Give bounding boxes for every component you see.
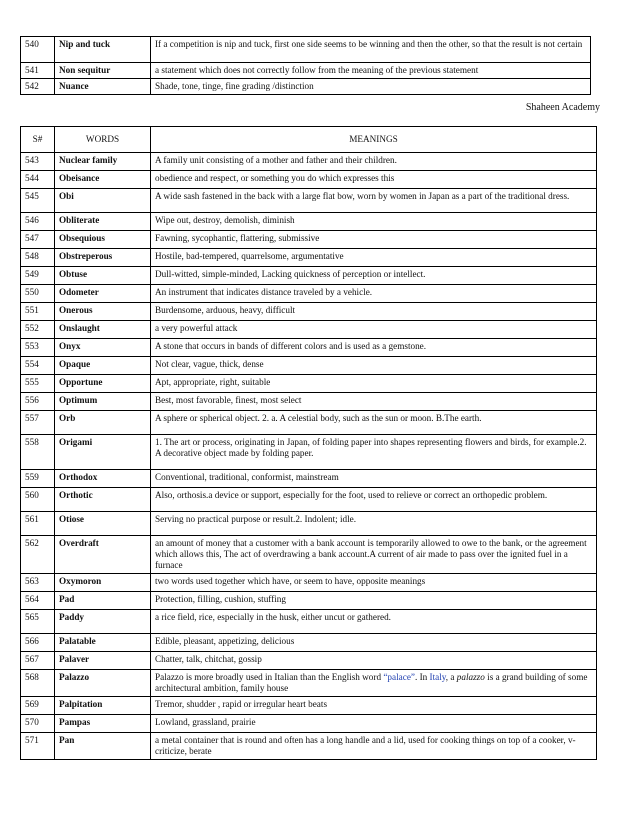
header-words: WORDS — [55, 127, 151, 153]
table-row — [21, 670, 597, 697]
header-meanings: MEANINGS — [151, 127, 597, 153]
header-number: S# — [21, 127, 55, 153]
table-row — [21, 715, 597, 733]
row-meaning: Protection, filling, cushion, stuffing — [151, 592, 597, 610]
row-number: 555 — [21, 375, 55, 393]
row-word: Onyx — [55, 339, 151, 357]
row-number: 560 — [21, 488, 55, 512]
row-meaning: Shade, tone, tinge, fine grading /distinction — [151, 79, 591, 95]
table-row — [21, 37, 591, 63]
row-meaning: a metal container that is round and often has a long handle and a lid, used for cooking things on top of a cooker, v- criticize, berate — [151, 733, 597, 760]
table-row — [21, 303, 597, 321]
table-row — [21, 267, 597, 285]
row-meaning: obedience and respect, or something you do which expresses this — [151, 171, 597, 189]
row-word: Optimum — [55, 393, 151, 411]
row-word: Obtuse — [55, 267, 151, 285]
row-meaning: A wide sash fastened in the back with a large flat bow, worn by women in Japan as a part of the traditional dress. — [151, 189, 597, 213]
row-word: Pad — [55, 592, 151, 610]
row-number: 568 — [21, 670, 55, 697]
row-meaning: Also, orthosis.a device or support, especially for the foot, used to relieve or correct an orthopedic problem. — [151, 488, 597, 512]
row-word: Onerous — [55, 303, 151, 321]
row-number: 549 — [21, 267, 55, 285]
table-row — [21, 574, 597, 592]
table-row — [21, 512, 597, 536]
row-meaning: Fawning, sycophantic, flattering, submissive — [151, 231, 597, 249]
table-row — [21, 488, 597, 512]
table-body — [21, 153, 597, 760]
row-number: 542 — [21, 79, 55, 95]
row-meaning: An instrument that indicates distance traveled by a vehicle. — [151, 285, 597, 303]
row-number: 550 — [21, 285, 55, 303]
table-row — [21, 63, 591, 79]
row-meaning: Wipe out, destroy, demolish, diminish — [151, 213, 597, 231]
row-word: Otiose — [55, 512, 151, 536]
row-number: 547 — [21, 231, 55, 249]
row-meaning: Burdensome, arduous, heavy, difficult — [151, 303, 597, 321]
row-word: Palazzo — [55, 670, 151, 697]
meaning-segment: “palace” — [383, 672, 415, 682]
row-number: 566 — [21, 634, 55, 652]
table-row — [21, 697, 597, 715]
row-meaning: an amount of money that a customer with a bank account is temporarily allowed to owe to the bank, or the agreement which allows this, The act of overdrawing a bank account.A current of air made to pass over the ignited fuel in a furnace — [151, 536, 597, 574]
row-word: Overdraft — [55, 536, 151, 574]
table-row — [21, 231, 597, 249]
row-word: Nip and tuck — [55, 37, 151, 63]
row-number: 565 — [21, 610, 55, 634]
row-number: 563 — [21, 574, 55, 592]
table-row — [21, 536, 597, 574]
row-number: 544 — [21, 171, 55, 189]
row-number: 553 — [21, 339, 55, 357]
row-word: Obi — [55, 189, 151, 213]
table-row — [21, 339, 597, 357]
row-meaning: If a competition is nip and tuck, first one side seems to be winning and then the other, so that the result is not certain — [151, 37, 591, 63]
row-number: 557 — [21, 411, 55, 435]
row-number: 569 — [21, 697, 55, 715]
meaning-segment: . In — [414, 672, 430, 682]
row-word: Obliterate — [55, 213, 151, 231]
row-word: Nuclear family — [55, 153, 151, 171]
row-number: 548 — [21, 249, 55, 267]
table-row — [21, 652, 597, 670]
row-number: 546 — [21, 213, 55, 231]
table-row — [21, 411, 597, 435]
row-meaning: Apt, appropriate, right, suitable — [151, 375, 597, 393]
row-meaning: Dull-witted, simple-minded, Lacking quickness of perception or intellect. — [151, 267, 597, 285]
row-number: 562 — [21, 536, 55, 574]
academy-label: Shaheen Academy — [525, 102, 600, 113]
table-row — [21, 357, 597, 375]
meaning-segment: Italy — [429, 672, 446, 682]
meaning-segment: is a grand building of some architectural ambition, family house — [155, 672, 588, 693]
meaning-segment: Palazzo is more broadly used in Italian than the English word — [155, 672, 384, 682]
table-row — [21, 213, 597, 231]
table-row — [21, 610, 597, 634]
row-number: 540 — [21, 37, 55, 63]
row-word: Oxymoron — [55, 574, 151, 592]
row-meaning: Conventional, traditional, conformist, mainstream — [151, 470, 597, 488]
row-number: 541 — [21, 63, 55, 79]
row-number: 559 — [21, 470, 55, 488]
row-word: Opportune — [55, 375, 151, 393]
row-word: Palpitation — [55, 697, 151, 715]
row-number: 556 — [21, 393, 55, 411]
row-word: Obeisance — [55, 171, 151, 189]
row-number: 570 — [21, 715, 55, 733]
row-number: 551 — [21, 303, 55, 321]
table-row — [21, 285, 597, 303]
row-meaning: a statement which does not correctly follow from the meaning of the previous statement — [151, 63, 591, 79]
row-word: Pan — [55, 733, 151, 760]
table-row — [21, 470, 597, 488]
row-word: Obstreperous — [55, 249, 151, 267]
top-vocabulary-table — [20, 36, 591, 95]
table-row — [21, 249, 597, 267]
row-meaning: Edible, pleasant, appetizing, delicious — [151, 634, 597, 652]
row-meaning: A family unit consisting of a mother and father and their children. — [151, 153, 597, 171]
table-row — [21, 375, 597, 393]
row-word: Opaque — [55, 357, 151, 375]
row-number: 558 — [21, 435, 55, 470]
row-number: 545 — [21, 189, 55, 213]
row-meaning: Hostile, bad-tempered, quarrelsome, argumentative — [151, 249, 597, 267]
meaning-segment: , a — [445, 672, 457, 682]
meaning-segment: palazzo — [456, 672, 485, 682]
row-word: Obsequious — [55, 231, 151, 249]
table-row — [21, 733, 597, 760]
row-meaning: Not clear, vague, thick, dense — [151, 357, 597, 375]
row-meaning: Best, most favorable, finest, most select — [151, 393, 597, 411]
row-word: Non sequitur — [55, 63, 151, 79]
row-meaning: a rice field, rice, especially in the husk, either uncut or gathered. — [151, 610, 597, 634]
row-word: Pampas — [55, 715, 151, 733]
table-row — [21, 634, 597, 652]
row-meaning: A sphere or spherical object. 2. a. A celestial body, such as the sun or moon. B.The earth. — [151, 411, 597, 435]
row-word: Orb — [55, 411, 151, 435]
row-word: Origami — [55, 435, 151, 470]
row-word: Odometer — [55, 285, 151, 303]
table-row — [21, 592, 597, 610]
table-row — [21, 153, 597, 171]
row-meaning: a very powerful attack — [151, 321, 597, 339]
table-row — [21, 171, 597, 189]
row-meaning: 1. The art or process, originating in Japan, of folding paper into shapes representing flowers and birds, for example.2. A decorative object made by folding paper. — [151, 435, 597, 470]
row-meaning: Lowland, grassland, prairie — [151, 715, 597, 733]
row-number: 571 — [21, 733, 55, 760]
row-word: Paddy — [55, 610, 151, 634]
row-word: Onslaught — [55, 321, 151, 339]
row-meaning: Tremor, shudder , rapid or irregular heart beats — [151, 697, 597, 715]
row-meaning: two words used together which have, or seem to have, opposite meanings — [151, 574, 597, 592]
row-number: 554 — [21, 357, 55, 375]
row-word: Orthodox — [55, 470, 151, 488]
row-meaning: A stone that occurs in bands of different colors and is used as a gemstone. — [151, 339, 597, 357]
table-row — [21, 189, 597, 213]
row-number: 567 — [21, 652, 55, 670]
row-number: 552 — [21, 321, 55, 339]
table-row — [21, 321, 597, 339]
row-word: Nuance — [55, 79, 151, 95]
row-number: 561 — [21, 512, 55, 536]
row-meaning: Chatter, talk, chitchat, gossip — [151, 652, 597, 670]
row-word: Palaver — [55, 652, 151, 670]
vocabulary-table — [20, 126, 597, 760]
row-word: Palatable — [55, 634, 151, 652]
table-row — [21, 79, 591, 95]
header-row — [21, 127, 597, 153]
table-row — [21, 435, 597, 470]
table-row — [21, 393, 597, 411]
row-number: 543 — [21, 153, 55, 171]
row-meaning: Serving no practical purpose or result.2. Indolent; idle. — [151, 512, 597, 536]
row-number: 564 — [21, 592, 55, 610]
row-meaning — [151, 670, 597, 697]
row-word: Orthotic — [55, 488, 151, 512]
